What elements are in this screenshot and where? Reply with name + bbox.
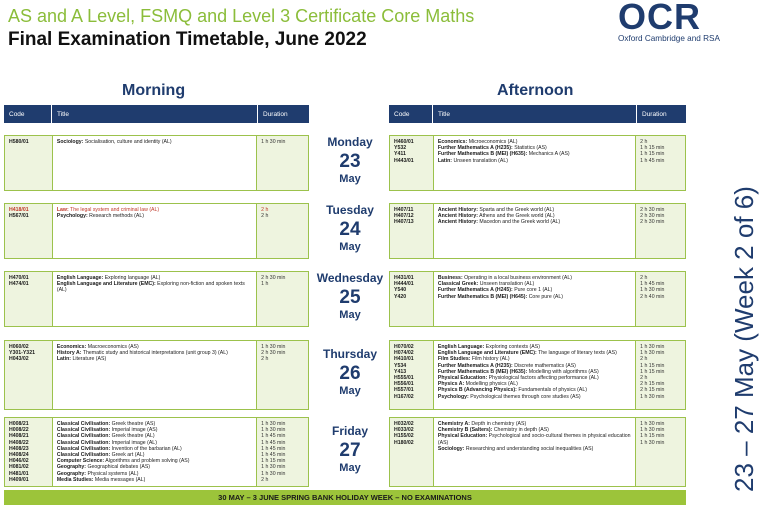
subject-name: Latin: [437,157,452,164]
paper-name: Operating in a local business environment (AL) [464,275,572,281]
subject-name: Latin: [56,356,71,363]
day-date: 25 [339,287,361,308]
day-date: 24 [339,219,361,240]
paper-name: Literature (AS) [72,356,107,363]
paper-duration: 1 h 30 min [640,344,665,350]
paper-code: H470/01 [9,275,29,281]
paper-name: Invention of the barbarian (AL) [111,445,182,452]
title-column [53,341,257,409]
duration-column [636,418,685,486]
paper-name: Media messages (AL) [94,476,146,483]
paper-duration: 2 h [261,356,269,363]
subject-name: Further Mathematics A (H245): [437,287,513,294]
paper-code: H567/01 [9,213,29,220]
code-column [390,136,434,190]
paper-name: The language of literary texts (AS) [538,350,617,357]
day-date: 27 [339,440,361,461]
paper-duration: 1 h 45 min [640,281,665,288]
title-column [53,136,257,190]
subject-name: English Language: [56,275,104,281]
paper-name: Unseen translation (AL) [453,157,508,164]
day-name: Wednesday [316,271,384,285]
paper-code: H407/11 [394,207,414,213]
subject-name: Classical Civilisation: [56,452,111,459]
code-column [390,204,434,258]
paper-title [438,433,631,445]
paper-duration: 2 h 30 min [640,213,665,220]
day-name: Monday [327,135,373,149]
paper-duration: 2 h [640,275,648,281]
subject-name: Economics: [437,139,468,145]
subject-name: English Language and Literature (EMC): [437,350,537,357]
paper-code: H555/01 [394,375,414,382]
paper-duration: 2 h 30 min [261,275,286,281]
paper-code: H074/02 [394,350,414,357]
paper-duration: 1 h 30 min [261,470,286,477]
code-column [5,136,53,190]
title-column [53,418,257,486]
paper-duration: 1 h 30 min [640,421,665,427]
paper-duration: 2 h [261,213,269,220]
paper-code: H557/01 [394,387,414,394]
paper-name: Core pure (AL) [528,293,563,300]
paper-name: Modelling physics (AL) [465,381,518,388]
afternoon-session-block [389,203,686,259]
paper-code: H032/02 [394,421,414,427]
paper-name: Discrete mathematics (AS) [514,362,576,369]
paper-duration: 2 h [640,375,648,382]
paper-duration: 1 h 45 min [261,445,286,452]
duration-column [257,136,308,190]
paper-code: H081/02 [9,464,29,471]
paper-code: H070/02 [394,344,414,350]
duration-column [257,418,308,486]
paper-code: H033/02 [394,427,414,434]
subject-name: Further Mathematics A (H235): [437,362,513,369]
title-column [434,341,636,409]
subject-name: English Language: [437,344,485,350]
code-column [5,341,53,409]
paper-name: Imperial image (AS) [111,427,158,434]
paper-duration: 1 h 30 min [261,344,286,350]
paper-duration: 1 h 30 min [261,464,286,471]
paper-code: Y532 [394,145,407,152]
subject-name: Film Studies: [437,356,471,363]
week-label: 23 – 27 May (Week 2 of 6) [729,186,759,492]
paper-duration: 1 h 30 min [261,139,286,145]
paper-title [438,158,631,164]
duration-column [636,204,685,258]
duration-column [636,341,685,409]
paper-code: H407/12 [394,213,414,220]
day-label [312,135,388,185]
paper-duration: 1 h 30 min [640,427,665,434]
paper-duration: 1 h 15 min [640,151,665,158]
logo-wordmark: OCR [618,0,701,37]
subject-name: Chemistry B (Salters): [437,427,493,434]
paper-code: H418/01 [9,207,29,213]
paper-code: H046/02 [9,458,29,465]
day-label [312,271,388,321]
paper-code: H180/02 [394,439,414,446]
subject-name: Law: [56,207,69,213]
morning-session-block [4,340,309,410]
title-column [434,136,636,190]
day-name: Tuesday [326,203,374,217]
morning-table-header [4,105,309,123]
paper-duration: 1 h 30 min [640,287,665,294]
paper-code: H167/02 [394,393,414,400]
morning-heading: Morning [122,82,186,99]
subject-name: Ancient History: [437,219,478,226]
duration-column [636,272,685,326]
code-column [5,204,53,258]
paper-code: Y534 [394,362,407,369]
subject-name: Psychology: [56,213,88,220]
paper-duration: 1 h 30 min [640,350,665,357]
paper-name: Fundamentals of physics (AL) [518,387,587,394]
paper-name: Physiological factors affecting performance (AL) [488,375,599,382]
paper-title [57,477,252,483]
paper-code: H407/13 [394,219,414,226]
paper-duration: 1 h 15 min [261,458,286,465]
paper-name: Geographical debates (AS) [87,464,151,471]
day-label [312,347,388,397]
paper-name: Macedon and the Greek world (AL) [479,219,561,226]
subject-name: Physics A: [437,381,465,388]
subject-name: Psychology: [437,393,469,400]
morning-session-block [4,135,309,191]
afternoon-session-block [389,271,686,327]
day-date: 26 [339,363,361,384]
column-header-duration: Duration [263,110,288,118]
paper-duration: 1 h 30 min [640,393,665,400]
paper-name: Athens and the Greek world (AL) [479,213,555,220]
paper-code: Y411 [394,151,406,158]
subject-name: Ancient History: [437,207,478,213]
paper-name: Pure core 1 (AL) [514,287,553,294]
subject-name: Sociology: [437,445,465,452]
paper-duration: 2 h [261,476,269,483]
subject-name: Classical Civilisation: [56,439,111,446]
title-column [434,204,636,258]
day-label [312,424,388,474]
paper-code: H060/02 [9,344,29,350]
paper-name: Exploring non-fiction and spoken texts (AL) [56,281,245,294]
paper-title [57,356,252,362]
paper-name: Unseen translation (AL) [479,281,535,288]
code-column [5,418,53,486]
title-column [53,204,257,258]
paper-duration: 2 h 30 min [640,207,665,213]
paper-name: Algorithms and problem solving (AS) [105,458,190,465]
paper-name: Psychological themes through core studies (AS) [470,393,581,400]
paper-name: Socialisation, culture and identity (AL) [84,139,172,145]
subject-name: Economics: [56,344,87,350]
paper-duration: 1 h 15 min [640,433,665,440]
paper-name: Depth in chemistry (AS) [471,421,527,427]
subject-name: Classical Civilisation: [56,421,111,427]
paper-title [57,281,252,293]
paper-name: Exploring language (AL) [104,275,161,281]
paper-duration: 2 h 40 min [640,293,665,300]
paper-duration: 2 h 15 min [640,387,665,394]
day-month: May [339,309,361,321]
subject-name: Classical Greek: [437,281,479,288]
paper-duration: 2 h 15 min [640,381,665,388]
subject-name: Media Studies: [56,476,94,483]
afternoon-table-header [389,105,686,123]
subject-name: Classical Civilisation: [56,427,111,434]
paper-duration: 1 h 15 min [640,368,665,375]
column-header-code: Code [389,105,433,123]
subject-name: Further Mathematics A (H235): [437,145,513,152]
paper-code: H460/01 [394,139,414,145]
paper-duration: 1 h 45 min [261,433,286,440]
header-subtitle: AS and A Level, FSMQ and Level 3 Certificate Core Maths [8,6,475,26]
day-name: Friday [331,424,368,438]
paper-code: Y301-Y321 [9,350,35,357]
morning-session-block [4,271,309,327]
paper-name: Exploring contexts (AS) [485,344,540,350]
paper-name: Microeconomics (AL) [468,139,518,145]
subject-name: Classical Civilisation: [56,433,111,440]
paper-name: Imperial image (AL) [111,439,157,446]
ocr-logo [614,0,748,46]
paper-code: Y413 [394,368,407,375]
column-header-code: Code [4,105,52,123]
paper-duration: 1 h 45 min [640,157,665,164]
holiday-banner: 30 MAY – 3 JUNE SPRING BANK HOLIDAY WEEK – NO EXAMINATIONS [4,490,686,505]
paper-name: Greek art (AL) [111,452,145,459]
subject-name: Further Mathematics B (MEI) (H635): [437,368,528,375]
paper-code: H410/01 [394,356,414,363]
title-column [53,272,257,326]
paper-name: Psychological and socio-cultural themes in physical education (AS) [437,433,631,446]
paper-title [438,219,631,225]
paper-code: Y540 [394,287,407,294]
paper-duration: 1 h 45 min [261,452,286,459]
paper-name: Sparta and the Greek world (AL) [479,207,555,213]
paper-title [438,294,631,300]
subject-name: Geography: [56,464,86,471]
paper-name: Macroeconomics (AS) [87,344,139,350]
subject-name: Physics B (Advancing Physics): [437,387,517,394]
subject-name: English Language and Literature (EMC): [56,281,156,288]
paper-code: H556/01 [394,381,414,388]
paper-code: H408/21 [9,433,29,440]
afternoon-heading: Afternoon [497,82,574,99]
afternoon-session-block [389,340,686,410]
paper-code: Y420 [394,293,407,300]
afternoon-session-block [389,135,686,191]
paper-name: Greek theatre (AS) [111,421,156,427]
paper-title [438,446,631,452]
subject-name: Sociology: [56,139,84,145]
title-column [434,418,636,486]
afternoon-session-block [389,417,686,487]
paper-duration: 1 h [261,281,269,288]
subject-name: Computer Science: [56,458,105,465]
subject-name: Further Mathematics B (MEI) (H645): [437,293,528,300]
subject-name: Further Mathematics B (MEI) (H635): [437,151,528,158]
paper-code: H580/01 [9,139,29,145]
day-month: May [339,385,361,397]
paper-name: Greek theatre (AL) [111,433,155,440]
code-column [5,272,53,326]
page-title: Final Examination Timetable, June 2022 [8,29,367,50]
day-month: May [339,462,361,474]
paper-title [438,394,631,400]
paper-code: H043/02 [9,356,29,363]
paper-duration: 1 h 30 min [261,427,286,434]
subject-name: Business: [437,275,463,281]
paper-name: Modelling with algorithms (AS) [528,368,599,375]
paper-title [57,139,252,145]
paper-duration: 2 h [261,207,269,213]
paper-name: Mechanics A (AS) [528,151,570,158]
day-name: Thursday [322,347,377,361]
paper-code: H408/24 [9,452,29,459]
paper-code: H481/01 [9,470,29,477]
paper-code: H409/01 [9,476,29,483]
paper-duration: 1 h 15 min [640,145,665,152]
duration-column [257,204,308,258]
subject-name: Chemistry A: [437,421,470,427]
logo-tagline: Oxford Cambridge and RSA [618,34,720,43]
paper-code: H008/22 [9,427,29,434]
morning-session-block [4,417,309,487]
paper-title [57,213,252,219]
subject-name: Physical Education: [437,433,488,440]
code-column [390,341,434,409]
subject-name: Geography: [56,470,86,477]
paper-name: Chemistry in depth (AS) [493,427,549,434]
paper-code: H155/02 [394,433,414,440]
paper-code: H408/22 [9,439,29,446]
paper-duration: 1 h 15 min [640,362,665,369]
paper-duration: 1 h 30 min [261,421,286,427]
paper-code: H474/01 [9,281,29,288]
paper-code: H008/21 [9,421,29,427]
duration-column [257,272,308,326]
column-header-title: Title [433,105,637,123]
day-date: 23 [339,151,361,172]
column-header-title: Title [52,105,258,123]
paper-name: Physical systems (AL) [87,470,139,477]
paper-code: H431/01 [394,275,414,281]
paper-duration: 2 h [640,139,648,145]
day-label [312,203,388,253]
morning-session-block [4,203,309,259]
paper-name: Research methods (AL) [89,213,144,220]
paper-duration: 2 h 30 min [640,219,665,226]
paper-name: Researching and understanding social inequalities (AS) [465,445,594,452]
subject-name: History A: [56,350,82,357]
code-column [390,272,434,326]
day-month: May [339,241,361,253]
subject-name: Physical Education: [437,375,488,382]
code-column [390,418,434,486]
paper-name: Statistics (AS) [514,145,547,152]
paper-code: H443/01 [394,157,414,164]
paper-duration: 1 h 45 min [261,439,286,446]
paper-code: H444/01 [394,281,414,288]
day-month: May [339,173,361,185]
title-column [434,272,636,326]
paper-name: The legal system and criminal law (AL) [70,207,160,213]
column-header-duration: Duration [642,110,667,118]
paper-code: H408/23 [9,445,29,452]
paper-name: Thematic study and historical interpretations (unit group 3) (AL) [82,350,228,357]
paper-duration: 2 h 30 min [261,350,286,357]
duration-column [636,136,685,190]
duration-column [257,341,308,409]
paper-duration: 2 h [640,356,648,363]
paper-duration: 1 h 30 min [640,439,665,446]
paper-name: Film history (AL) [471,356,510,363]
subject-name: Ancient History: [437,213,478,220]
subject-name: Classical Civilisation: [56,445,111,452]
